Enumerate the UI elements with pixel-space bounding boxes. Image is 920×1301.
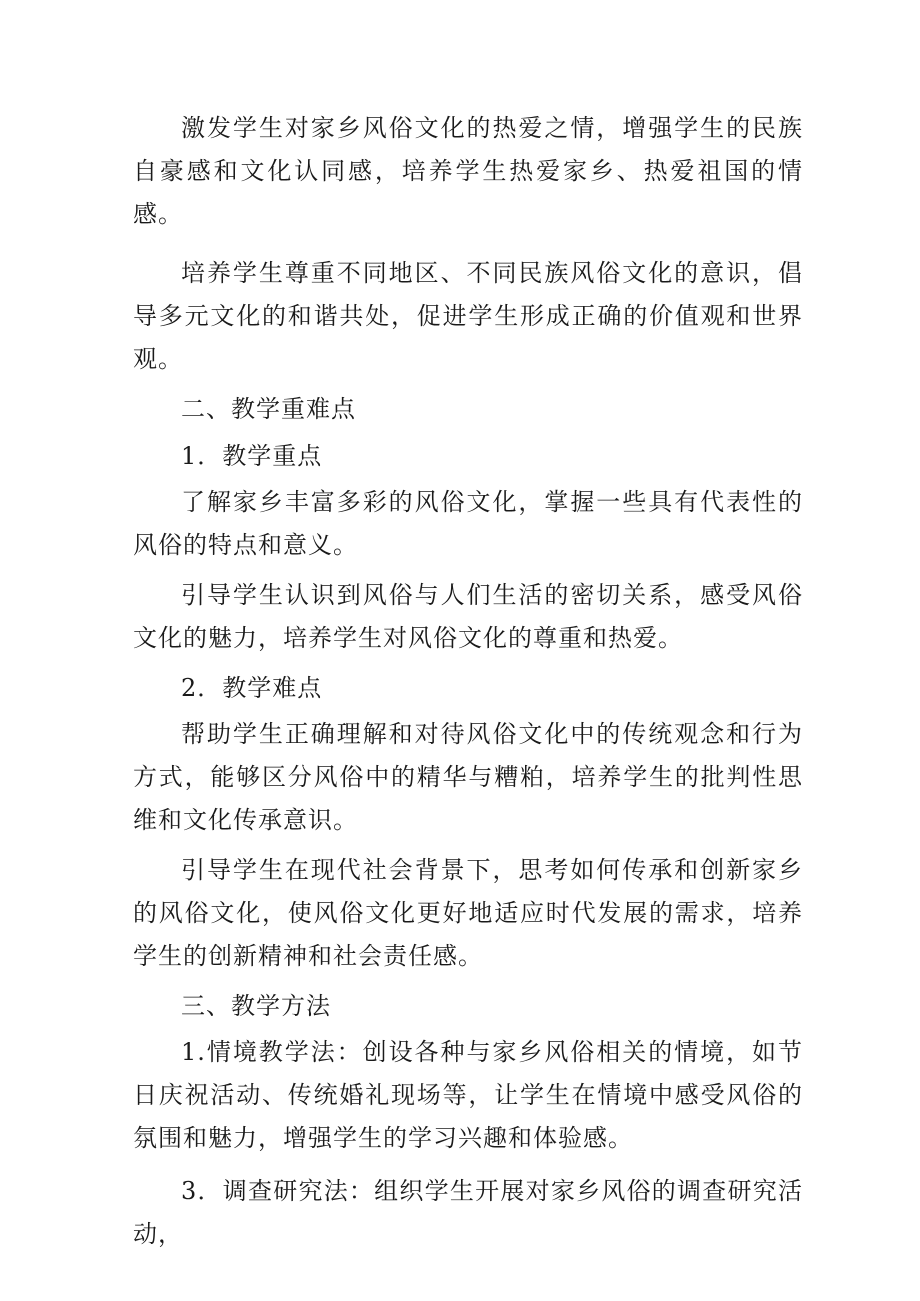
document-body (133, 107, 803, 1256)
paragraph-key-point-2: 引导学生认识到风俗与人们生活的密切关系，感受风俗文化的魅力，培养学生对风俗文化的尊重和热爱。 (133, 581, 803, 652)
section-heading-teaching-methods: 三、教学方法 (181, 992, 331, 1020)
paragraph-difficult-point-2: 引导学生在现代社会背景下，思考如何传承和创新家乡的风俗文化，使风俗文化更好地适应时代发展的需求，培养学生的创新精神和社会责任感。 (133, 856, 803, 970)
paragraph-goal-respect-cultures: 培养学生尊重不同地区、不同民族风俗文化的意识，倡导多元文化的和谐共处，促进学生形成正确的价值观和世界观。 (133, 259, 803, 373)
paragraph-key-point-1: 了解家乡丰富多彩的风俗文化，掌握一些具有代表性的风俗的特点和意义。 (133, 488, 803, 559)
section-heading-key-difficult-points: 二、教学重难点 (181, 395, 356, 423)
paragraph-goal-love-hometown: 激发学生对家乡风俗文化的热爱之情，增强学生的民族自豪感和文化认同感，培养学生热爱家乡、热爱祖国的情感。 (133, 114, 803, 228)
subheading-difficult-points: 2．教学难点 (181, 674, 323, 702)
subheading-key-points: 1．教学重点 (181, 442, 323, 470)
paragraph-difficult-point-1: 帮助学生正确理解和对待风俗文化中的传统观念和行为方式，能够区分风俗中的精华与糟粕，培养学生的批判性思维和文化传承意识。 (133, 720, 803, 834)
paragraph-method-situational: 1.情境教学法：创设各种与家乡风俗相关的情境，如节日庆祝活动、传统婚礼现场等，让学生在情境中感受风俗的氛围和魅力，增强学生的学习兴趣和体验感。 (133, 1038, 803, 1152)
paragraph-method-survey: 3．调查研究法：组织学生开展对家乡风俗的调查研究活动， (133, 1177, 803, 1248)
